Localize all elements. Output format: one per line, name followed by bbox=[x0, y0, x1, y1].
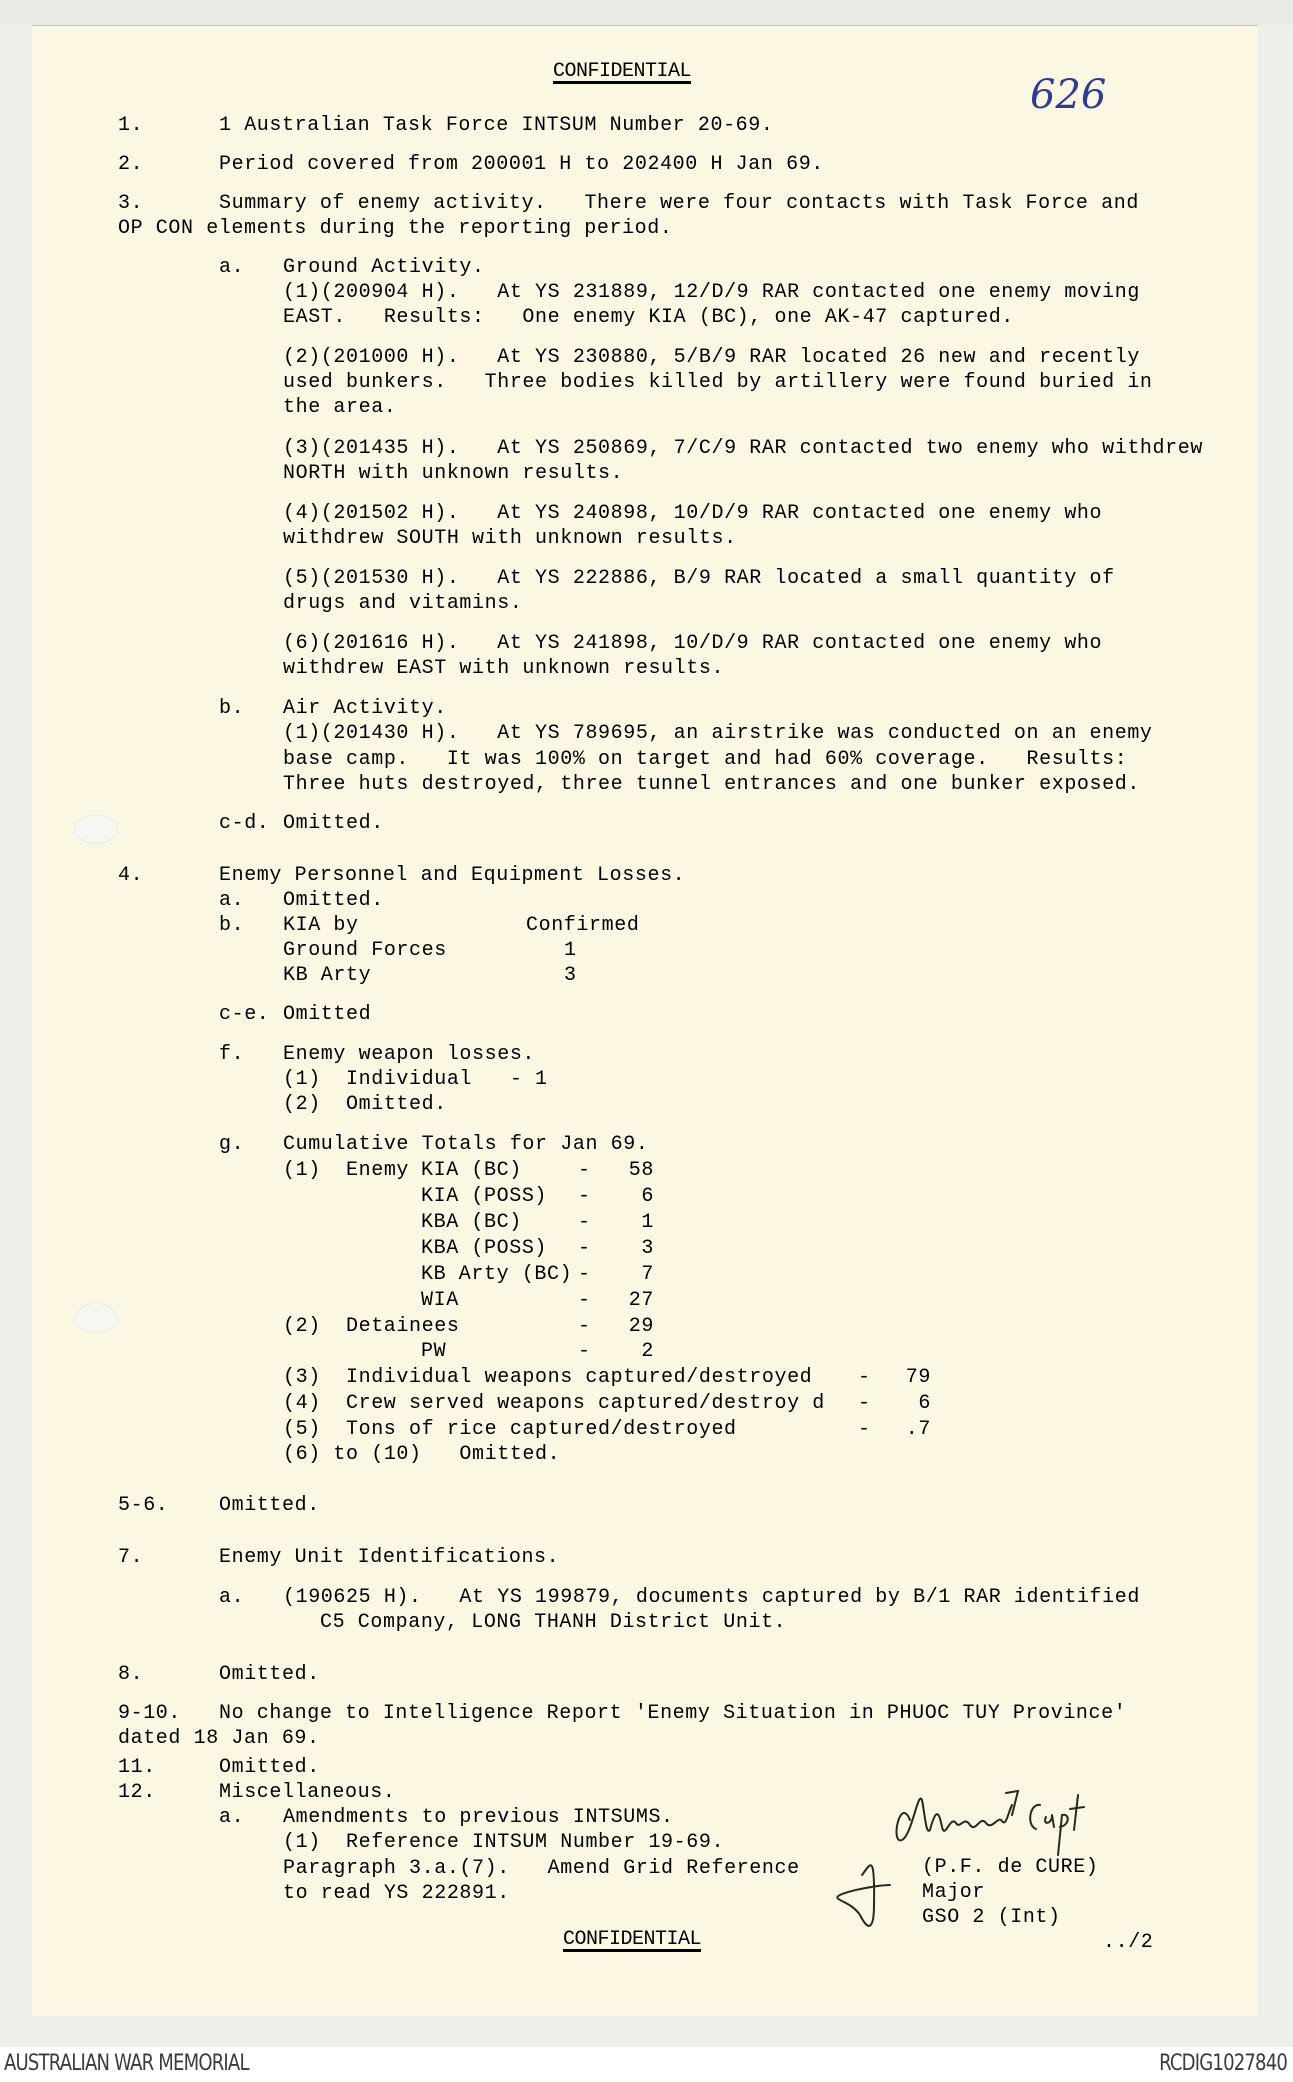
para-12a-letter: a. bbox=[219, 1806, 245, 1829]
captured-item-number: (4) bbox=[283, 1392, 321, 1415]
enemy-total-dash: - bbox=[578, 1211, 591, 1234]
signatory-appointment: GSO 2 (Int) bbox=[922, 1906, 1061, 1929]
confirmed-header: Confirmed bbox=[526, 914, 640, 937]
captured-item-value: .7 bbox=[905, 1418, 931, 1441]
kia-by-header: KIA by bbox=[283, 914, 359, 937]
para-5-6-number: 5-6. bbox=[118, 1494, 169, 1517]
pw-dash: - bbox=[578, 1340, 591, 1363]
para-3cd-letter: c-d. bbox=[219, 812, 270, 835]
enemy-total-label: WIA bbox=[421, 1289, 459, 1312]
captured-item-number: (3) bbox=[283, 1366, 321, 1389]
ground-item-4-line2: withdrew SOUTH with unknown results. bbox=[283, 527, 737, 550]
ground-item-4-line1: (4)(201502 H). At YS 240898, 10/D/9 RAR contacted one enemy who bbox=[283, 502, 1103, 525]
captured-item-label: Crew served weapons captured/destroy d bbox=[346, 1392, 825, 1415]
para-11-number: 11. bbox=[118, 1756, 156, 1779]
kia-row-value: 1 bbox=[564, 939, 577, 962]
para-7-title: Enemy Unit Identifications. bbox=[219, 1546, 560, 1569]
enemy-total-dash: - bbox=[578, 1289, 591, 1312]
enemy-prefix: (1) Enemy bbox=[283, 1159, 410, 1182]
air-line3: Three huts destroyed, three tunnel entrances and one bunker exposed. bbox=[283, 773, 1140, 796]
enemy-total-value: 1 bbox=[641, 1211, 654, 1234]
captured-item-value: 79 bbox=[905, 1366, 931, 1389]
captured-item-dash: - bbox=[858, 1392, 871, 1415]
ground-item-6-line1: (6)(201616 H). At YS 241898, 10/D/9 RAR contacted one enemy who bbox=[283, 632, 1103, 655]
ground-item-2-line3: the area. bbox=[283, 396, 397, 419]
ground-item-2-line2: used bunkers. Three bodies killed by artillery were found buried in bbox=[283, 371, 1153, 394]
weapon-loss-line1: (1) Individual - 1 bbox=[283, 1068, 548, 1091]
captured-item-label: Tons of rice captured/destroyed bbox=[346, 1418, 737, 1441]
para-4g-letter: g. bbox=[219, 1133, 245, 1156]
kia-row-label: Ground Forces bbox=[283, 939, 447, 962]
para-5-6-text: Omitted. bbox=[219, 1494, 320, 1517]
para-1-number: 1. bbox=[118, 114, 144, 137]
detainees-label: Detainees bbox=[346, 1315, 460, 1338]
para-9-10-line1: No change to Intelligence Report 'Enemy Situation in PHUOC TUY Province' bbox=[219, 1702, 1127, 1725]
captured-item-dash: - bbox=[858, 1418, 871, 1441]
enemy-total-dash: - bbox=[578, 1263, 591, 1286]
punch-hole bbox=[74, 1303, 118, 1333]
para-3-line1: Summary of enemy activity. There were four contacts with Task Force and bbox=[219, 192, 1139, 215]
para-3b-title: Air Activity. bbox=[283, 697, 447, 720]
ground-item-6-line2: withdrew EAST with unknown results. bbox=[283, 657, 725, 680]
para-4a-text: Omitted. bbox=[283, 889, 384, 912]
pw-label: PW bbox=[421, 1340, 447, 1363]
detainees-value: 29 bbox=[628, 1315, 654, 1338]
captured-item-label: Individual weapons captured/destroyed bbox=[346, 1366, 813, 1389]
para-3a-title: Ground Activity. bbox=[283, 256, 485, 279]
captured-item-dash: - bbox=[858, 1366, 871, 1389]
signatory-name: (P.F. de CURE) bbox=[922, 1856, 1099, 1879]
ground-item-3-line2: NORTH with unknown results. bbox=[283, 462, 624, 485]
ground-item-5-line1: (5)(201530 H). At YS 222886, B/9 RAR located a small quantity of bbox=[283, 567, 1115, 590]
enemy-total-label: KBA (POSS) bbox=[421, 1237, 548, 1260]
ground-item-3-line1: (3)(201435 H). At YS 250869, 7/C/9 RAR contacted two enemy who withdrew bbox=[283, 437, 1203, 460]
para-12-title: Miscellaneous. bbox=[219, 1781, 396, 1804]
enemy-total-value: 6 bbox=[641, 1185, 654, 1208]
pw-value: 2 bbox=[641, 1340, 654, 1363]
para-7a-line1: (190625 H). At YS 199879, documents captured by B/1 RAR identified bbox=[283, 1586, 1140, 1609]
para-8-text: Omitted. bbox=[219, 1663, 320, 1686]
signatory-rank: Major bbox=[922, 1881, 986, 1904]
para-3-number: 3. bbox=[118, 192, 144, 215]
para-3cd-text: Omitted. bbox=[283, 812, 384, 835]
enemy-total-value: 27 bbox=[628, 1289, 654, 1312]
para-12-number: 12. bbox=[118, 1781, 156, 1804]
enemy-total-value: 7 bbox=[641, 1263, 654, 1286]
para-4f-title: Enemy weapon losses. bbox=[283, 1043, 536, 1066]
enemy-total-dash: - bbox=[578, 1237, 591, 1260]
ground-item-1-line2: EAST. Results: One enemy KIA (BC), one AK-47 captured. bbox=[283, 306, 1014, 329]
para-12a-title: Amendments to previous INTSUMS. bbox=[283, 1806, 674, 1829]
archive-name: AUSTRALIAN WAR MEMORIAL bbox=[4, 2051, 249, 2076]
para-3a-letter: a. bbox=[219, 256, 245, 279]
para-4b-letter: b. bbox=[219, 914, 245, 937]
para-4f-letter: f. bbox=[219, 1043, 245, 1066]
para-4-title: Enemy Personnel and Equipment Losses. bbox=[219, 864, 686, 887]
ground-item-5-line2: drugs and vitamins. bbox=[283, 592, 523, 615]
para-1-text: 1 Australian Task Force INTSUM Number 20-69. bbox=[219, 114, 774, 137]
amendment-line1: (1) Reference INTSUM Number 19-69. bbox=[283, 1831, 725, 1854]
items-omitted: (6) to (10) Omitted. bbox=[283, 1443, 561, 1466]
para-4a-letter: a. bbox=[219, 889, 245, 912]
air-line2: base camp. It was 100% on target and had 60% coverage. Results: bbox=[283, 748, 1128, 771]
enemy-total-dash: - bbox=[578, 1159, 591, 1182]
para-4-number: 4. bbox=[118, 864, 144, 887]
handwritten-folio-number: 626 bbox=[1030, 72, 1107, 118]
weapon-loss-line2: (2) Omitted. bbox=[283, 1093, 447, 1116]
para-3-line2: OP CON elements during the reporting period. bbox=[118, 217, 673, 240]
enemy-total-label: KBA (BC) bbox=[421, 1211, 522, 1234]
para-7a-line2: C5 Company, LONG THANH District Unit. bbox=[320, 1611, 787, 1634]
para-2-text: Period covered from 200001 H to 202400 H Jan 69. bbox=[219, 153, 824, 176]
para-8-number: 8. bbox=[118, 1663, 144, 1686]
enemy-total-value: 3 bbox=[641, 1237, 654, 1260]
para-9-10-line2: dated 18 Jan 69. bbox=[118, 1727, 320, 1750]
captured-item-number: (5) bbox=[283, 1418, 321, 1441]
enemy-total-label: KIA (BC) bbox=[421, 1159, 522, 1182]
para-7-number: 7. bbox=[118, 1546, 144, 1569]
para-9-10-number: 9-10. bbox=[118, 1702, 182, 1725]
air-line1: (1)(201430 H). At YS 789695, an airstrike was conducted on an enemy bbox=[283, 722, 1153, 745]
captured-item-value: 6 bbox=[918, 1392, 931, 1415]
archive-reference: RCDIG1027840 bbox=[1159, 2051, 1287, 2076]
para-4ce-letter: c-e. bbox=[219, 1003, 270, 1026]
scan-backdrop bbox=[0, 0, 1293, 25]
enemy-total-dash: - bbox=[578, 1185, 591, 1208]
detainees-prefix: (2) bbox=[283, 1315, 321, 1338]
para-3b-letter: b. bbox=[219, 697, 245, 720]
kia-row-label: KB Arty bbox=[283, 964, 372, 987]
amendment-line2: Paragraph 3.a.(7). Amend Grid Reference bbox=[283, 1857, 800, 1880]
classification-footer: CONFIDENTIAL bbox=[563, 1928, 702, 1951]
enemy-total-label: KIA (POSS) bbox=[421, 1185, 548, 1208]
ground-item-1-line1: (1)(200904 H). At YS 231889, 12/D/9 RAR contacted one enemy moving bbox=[283, 281, 1140, 304]
enemy-total-label: KB Arty (BC) bbox=[421, 1263, 573, 1286]
continuation-marker: ../2 bbox=[1103, 1931, 1154, 1954]
kia-row-value: 3 bbox=[564, 964, 577, 987]
punch-hole bbox=[74, 814, 118, 844]
para-11-text: Omitted. bbox=[219, 1756, 320, 1779]
amendment-line3: to read YS 222891. bbox=[283, 1882, 510, 1905]
detainees-dash: - bbox=[578, 1315, 591, 1338]
para-4g-title: Cumulative Totals for Jan 69. bbox=[283, 1133, 649, 1156]
ground-item-2-line1: (2)(201000 H). At YS 230880, 5/B/9 RAR located 26 new and recently bbox=[283, 346, 1140, 369]
enemy-total-value: 58 bbox=[628, 1159, 654, 1182]
para-4ce-text: Omitted bbox=[283, 1003, 372, 1026]
para-7a-letter: a. bbox=[219, 1586, 245, 1609]
para-2-number: 2. bbox=[118, 153, 144, 176]
classification-header: CONFIDENTIAL bbox=[553, 60, 692, 83]
